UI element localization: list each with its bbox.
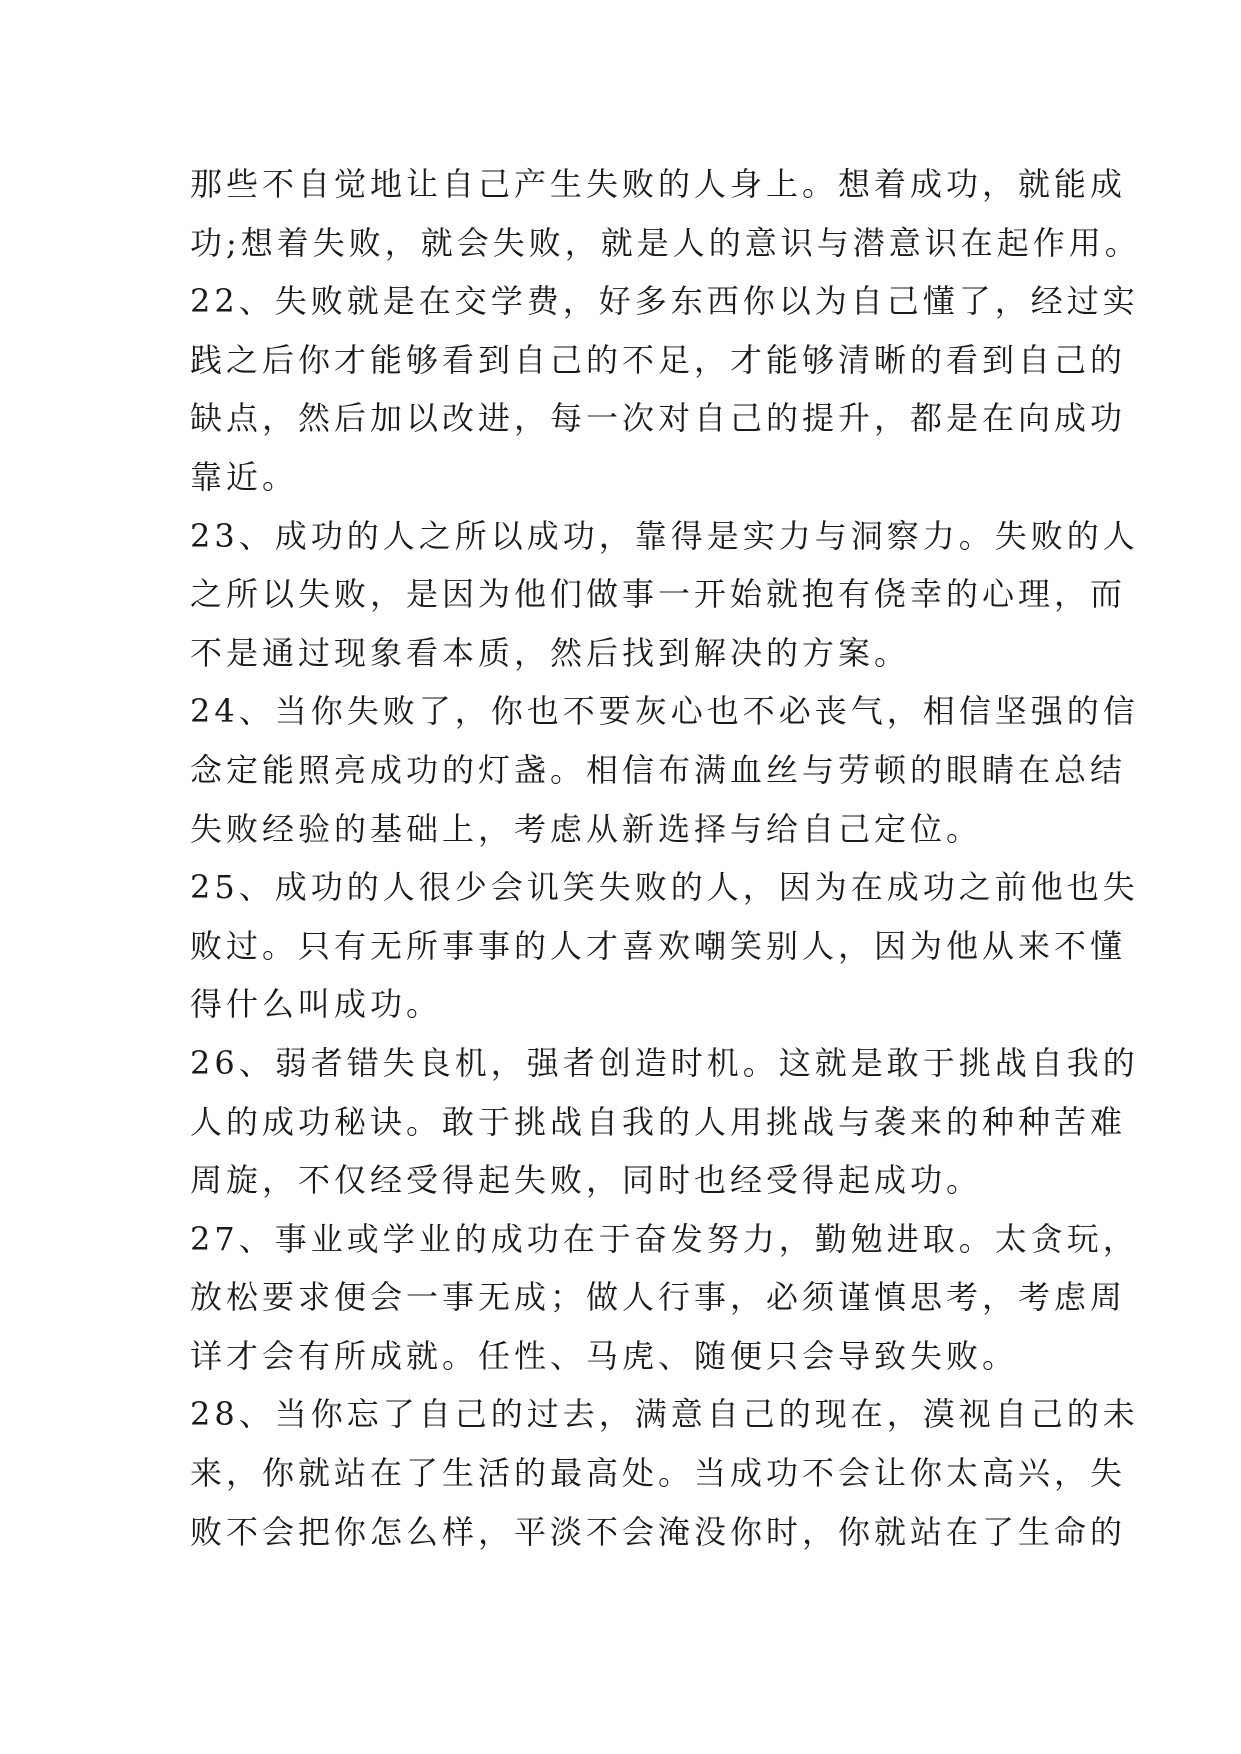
text-line: 之所以失败，是因为他们做事一开始就抱有侥幸的心理，而 [190,575,1127,614]
text-line: 那些不自觉地让自己产生失败的人身上。想着成功，就能成 [190,165,1127,203]
text-line: 放松要求便会一事无成；做人行事，必须谨慎思考，考虑周 [190,1278,1127,1317]
text-line: 来，你就站在了生活的最高处。当成功不会让你太高兴，失 [190,1454,1127,1493]
text-line: 缺点，然后加以改进，每一次对自己的提升，都是在向成功 [190,399,1127,438]
text-line: 22、失败就是在交学费，好多东西你以为自己懂了，经过实 [190,282,1139,321]
text-line: 详才会有所成就。任性、马虎、随便只会导致失败。 [190,1336,1019,1375]
text-line: 念定能照亮成功的灯盏。相信布满血丝与劳顿的眼睛在总结 [190,750,1127,789]
text-line: 失败经验的基础上，考虑从新选择与给自己定位。 [190,809,983,848]
text-line: 周旋，不仅经受得起失败，同时也经受得起成功。 [190,1161,983,1200]
text-line: 靠近。 [190,457,299,496]
text-line: 践之后你才能够看到自己的不足，才能够清晰的看到自己的 [190,340,1127,379]
text-line: 不是通过现象看本质，然后找到解决的方案。 [190,633,911,672]
text-line: 24、当你失败了，你也不要灰心也不必丧气，相信坚强的信 [190,692,1139,731]
text-line: 败不会把你怎么样，平淡不会淹没你时，你就站在了生命的 [190,1512,1127,1551]
text-line: 26、弱者错失良机，强者创造时机。这就是敢于挑战自我的 [190,1043,1139,1082]
text-line: 28、当你忘了自己的过去，满意自己的现在，漠视自己的未 [190,1395,1139,1434]
text-line: 功;想着失败，就会失败，就是人的意识与潜意识在起作用。 [190,223,1141,262]
text-line: 得什么叫成功。 [190,985,443,1024]
text-line: 人的成功秘诀。敢于挑战自我的人用挑战与袭来的种种苦难 [190,1102,1127,1141]
body-text [190,155,1141,1561]
text-line: 25、成功的人很少会讥笑失败的人，因为在成功之前他也失 [190,868,1139,907]
text-line: 败过。只有无所事事的人才喜欢嘲笑别人，因为他从来不懂 [190,926,1127,965]
text-line: 23、成功的人之所以成功，靠得是实力与洞察力。失败的人 [190,516,1139,555]
text-line: 27、事业或学业的成功在于奋发努力，勤勉进取。太贪玩， [190,1219,1139,1258]
